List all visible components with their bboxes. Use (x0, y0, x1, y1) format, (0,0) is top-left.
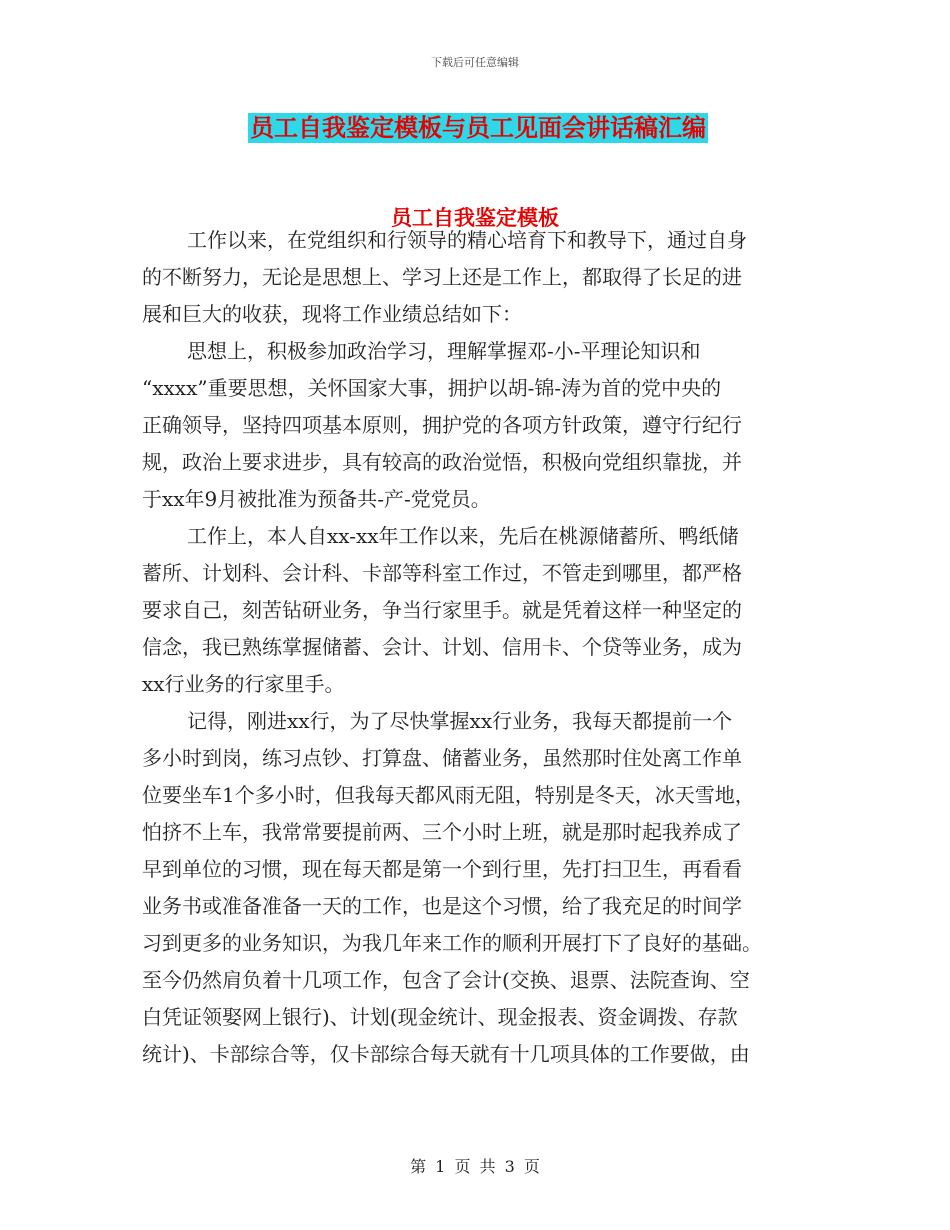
paragraph-line: 位要坐车1个多小时，但我每天都风雨无阻，特别是冬天，冰天雪地， (142, 783, 755, 807)
paragraph-line: 习到更多的业务知识，为我几年来工作的顺利开展打下了良好的基础。 (142, 931, 762, 955)
paragraph-line: 正确领导，坚持四项基本原则，拥护党的各项方针政策，遵守行纪行 (142, 413, 742, 437)
header-note: 下载后可任意编辑 (431, 56, 519, 69)
paragraph-line: 工作上，本人自xx-xx年工作以来，先后在桃源储蓄所、鸭纸储 (187, 524, 739, 548)
section-title: 员工自我鉴定模板 (391, 206, 559, 230)
paragraph-line: 于xx年9月被批准为预备共-产-党党员。 (142, 487, 491, 511)
paragraph-line: 记得，刚进xx行，为了尽快掌握xx行业务，我每天都提前一个 (187, 709, 733, 733)
paragraph-line: 的不断努力，无论是思想上、学习上还是工作上，都取得了长足的进 (142, 265, 742, 289)
paragraph-line: 至今仍然肩负着十几项工作，包含了会计(交换、退票、法院查询、空 (142, 968, 750, 992)
paragraph-line: 信念，我已熟练掌握储蓄、会计、计划、信用卡、个贷等业务，成为 (142, 635, 742, 659)
paragraph-line: “xxxx”重要思想，关怀国家大事，拥护以胡-锦-涛为首的党中央的 (142, 376, 722, 400)
paragraph-line: 展和巨大的收获，现将工作业绩总结如下： (142, 302, 522, 326)
page-footer: 第 1 页 共 3 页 (410, 1157, 540, 1176)
paragraph-line: 思想上，积极参加政治学习，理解掌握邓-小-平理论知识和 (187, 339, 701, 363)
main-title: 员工自我鉴定模板与员工见面会讲话稿汇编 (250, 114, 706, 142)
paragraph-line: 蓄所、计划科、会计科、卡部等科室工作过，不管走到哪里，都严格 (142, 561, 742, 585)
paragraph-line: 多小时到岗，练习点钞、打算盘、储蓄业务，虽然那时住处离工作单 (142, 746, 742, 770)
paragraph-line: 早到单位的习惯，现在每天都是第一个到行里，先打扫卫生，再看看 (142, 857, 742, 881)
body-text (142, 222, 800, 1073)
paragraph-line: 要求自己，刻苦钻研业务，争当行家里手。就是凭着这样一种坚定的 (142, 598, 742, 622)
paragraph-line: 怕挤不上车，我常常要提前两、三个小时上班，就是那时起我养成了 (142, 820, 742, 844)
paragraph-line: 统计)、卡部综合等，仅卡部综合每天就有十几项具体的工作要做，由 (142, 1042, 750, 1066)
paragraph-line: xx行业务的行家里手。 (142, 672, 345, 696)
paragraph-line: 白凭证领娶网上银行)、计划(现金统计、现金报表、资金调拨、存款 (142, 1005, 738, 1029)
paragraph-line: 工作以来，在党组织和行领导的精心培育下和教导下，通过自身 (187, 228, 747, 252)
paragraph-line: 业务书或准备准备一天的工作，也是这个习惯，给了我充足的时间学 (142, 894, 742, 918)
paragraph-line: 规，政治上要求进步，具有较高的政治觉悟，积极向党组织靠拢，并 (142, 450, 742, 474)
